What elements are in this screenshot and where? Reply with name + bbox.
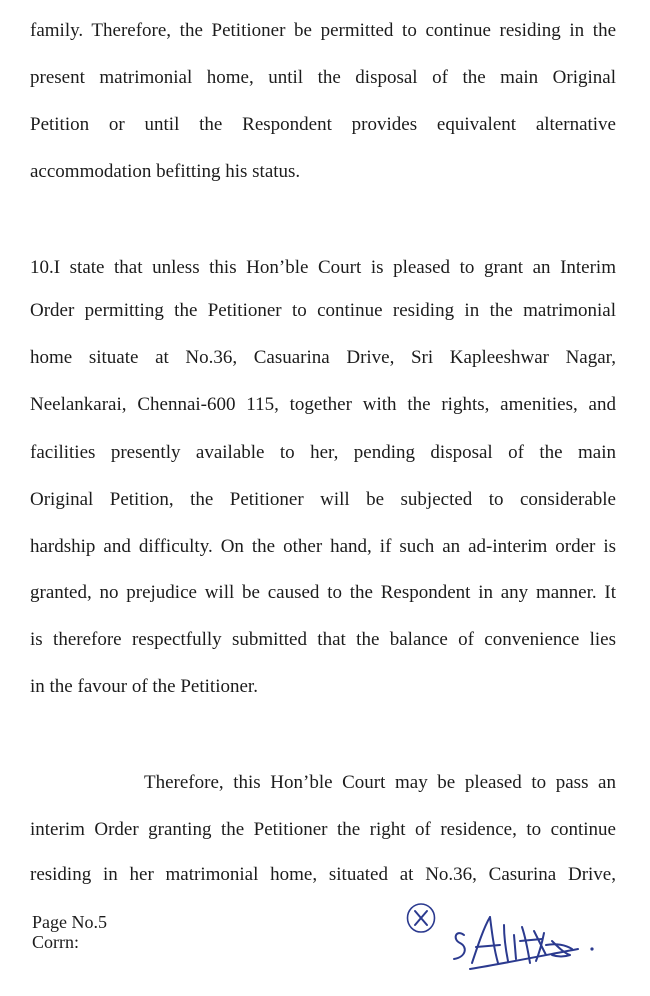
text-line: Neelankarai, Chennai-600 115, together with the rights, amenities, and: [30, 394, 616, 415]
text-line: home situate at No.36, Casuarina Drive, Sri Kapleeshwar Nagar,: [30, 347, 616, 368]
text-line: family. Therefore, the Petitioner be permitted to continue residing in the: [30, 20, 616, 41]
text-line: present matrimonial home, until the disposal of the main Original: [30, 67, 616, 88]
page-number: Page No.5: [32, 912, 107, 932]
text-line: accommodation befitting his status.: [30, 161, 301, 182]
text-line: granted, no prejudice will be caused to the Respondent in any manner. It: [30, 582, 616, 603]
text-line: is therefore respectfully submitted that the balance of convenience lies: [30, 629, 616, 650]
text-line: residing in her matrimonial home, situated at No.36, Casurina Drive,: [30, 864, 616, 885]
text-line: in the favour of the Petitioner.: [30, 676, 258, 697]
text-line: interim Order granting the Petitioner the right of residence, to continue: [30, 819, 616, 840]
corrections-label: Corrn:: [32, 932, 79, 952]
text-line: Therefore, this Hon’ble Court may be pleased to pass an: [144, 772, 616, 793]
text-line: hardship and difficulty. On the other hand, if such an ad-interim order is: [30, 536, 616, 557]
circled-x-icon: [404, 900, 438, 936]
text-line: Original Petition, the Petitioner will be subjected to considerable: [30, 489, 616, 510]
text-line: facilities presently available to her, pending disposal of the main: [30, 442, 616, 463]
signature-icon: [446, 905, 606, 985]
text-line: 10.I state that unless this Hon’ble Court is pleased to grant an Interim: [30, 257, 616, 278]
text-line: Petition or until the Respondent provides equivalent alternative: [30, 114, 616, 135]
text-line: Order permitting the Petitioner to continue residing in the matrimonial: [30, 300, 616, 321]
